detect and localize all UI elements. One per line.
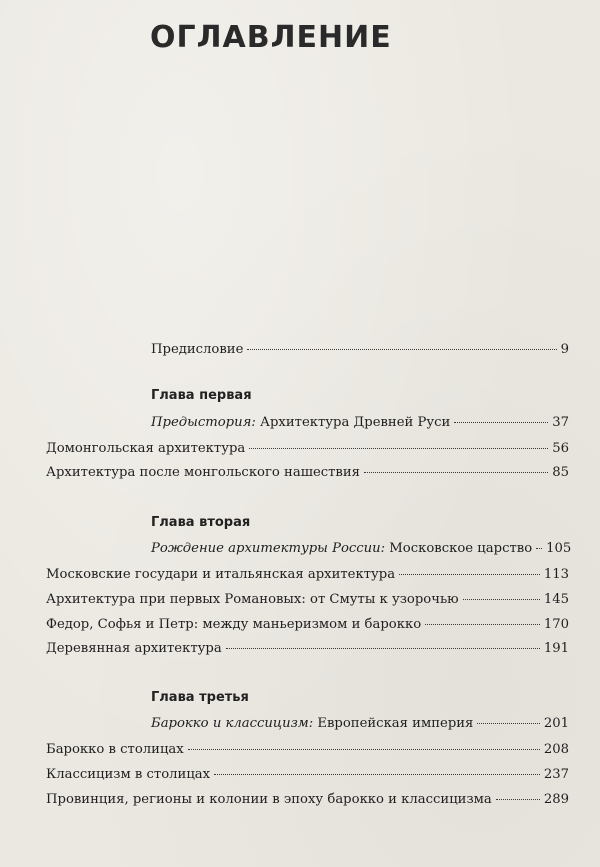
toc-page-number: 37 [552, 415, 569, 430]
title-rest: Архитектура Древней Руси [255, 415, 451, 430]
italic-title: Предыстория: [151, 415, 256, 430]
italic-title: Рождение архитектуры России: [151, 541, 386, 556]
toc-entry-chapter-lead[interactable] [151, 540, 572, 558]
dot-leader [496, 799, 540, 800]
toc-entry-preface[interactable] [151, 341, 569, 359]
toc-entry[interactable] [46, 440, 569, 458]
dot-leader [454, 422, 548, 423]
toc-page-number: 145 [543, 592, 569, 607]
toc-entry[interactable] [46, 791, 569, 809]
toc-entry-label: Предисловие [151, 342, 244, 357]
dot-leader [477, 723, 539, 724]
italic-title: Барокко и классицизм: [151, 716, 314, 731]
toc-entry-label: Классицизм в столицах [46, 767, 211, 782]
toc-entry[interactable] [46, 741, 569, 759]
toc-entry-label: Деревянная архитектура [46, 641, 222, 656]
dot-leader [425, 624, 540, 625]
toc-page-number: 113 [543, 567, 569, 582]
chapter-heading: Глава первая [151, 388, 252, 403]
toc-entry-chapter-lead[interactable] [151, 414, 569, 432]
toc-entry-label: Московские государи и итальянская архитектура [46, 567, 396, 582]
toc-page-number: 237 [543, 767, 569, 782]
toc-entry-label: Федор, Софья и Петр: между маньеризмом и барокко [46, 617, 422, 632]
toc-page-number: 105 [546, 541, 572, 556]
toc-page-number: 208 [543, 742, 569, 757]
title-rest: Европейская империя [313, 716, 474, 731]
toc-page-number: 9 [560, 342, 569, 357]
chapter-heading: Глава вторая [151, 515, 251, 530]
toc-entry-label: Архитектура после монгольского нашествия [46, 465, 360, 480]
dot-leader [463, 599, 540, 600]
dot-leader [399, 574, 540, 575]
title-rest: Московское царство [385, 541, 533, 556]
toc-entry-label [151, 414, 450, 432]
toc-entry[interactable] [46, 766, 569, 784]
toc-page-number: 191 [543, 641, 569, 656]
toc-entry-label: Провинция, регионы и колонии в эпоху барокко и классицизма [46, 792, 492, 807]
dot-leader [536, 548, 542, 549]
toc-entry[interactable] [46, 616, 569, 634]
page-title: ОГЛАВЛЕНИЕ [150, 20, 392, 55]
toc-entry[interactable] [46, 591, 569, 609]
toc-entry-label: Архитектура при первых Романовых: от Смуты к узорочью [46, 592, 459, 607]
toc-entry-label [151, 715, 473, 733]
toc-page-number: 201 [543, 716, 569, 731]
dot-leader [214, 774, 540, 775]
toc-page-number: 289 [543, 792, 569, 807]
toc-entry-chapter-lead[interactable] [151, 715, 569, 733]
toc-entry-label [151, 540, 532, 558]
dot-leader [247, 349, 556, 350]
dot-leader [226, 648, 540, 649]
chapter-heading: Глава третья [151, 690, 249, 705]
dot-leader [249, 448, 548, 449]
dot-leader [188, 749, 540, 750]
toc-page-number: 85 [552, 465, 569, 480]
toc-page-number: 56 [552, 441, 569, 456]
toc-entry[interactable] [46, 566, 569, 584]
toc-page-number: 170 [543, 617, 569, 632]
toc-entry-label: Домонгольская архитектура [46, 441, 246, 456]
toc-entry-label: Барокко в столицах [46, 742, 184, 757]
dot-leader [364, 472, 548, 473]
toc-entry[interactable] [46, 464, 569, 482]
toc-entry[interactable] [46, 640, 569, 658]
